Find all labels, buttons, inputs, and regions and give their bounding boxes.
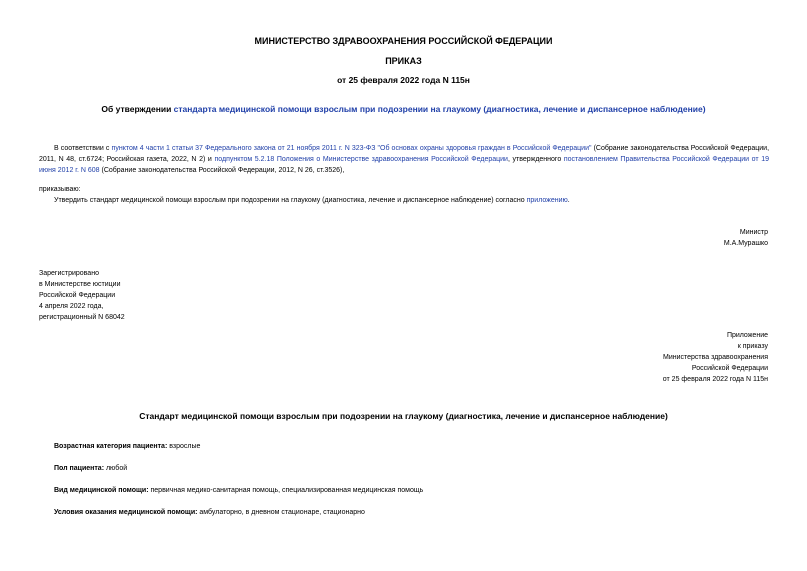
- registration-line: в Министерстве юстиции: [39, 281, 121, 288]
- field-value: любой: [104, 465, 128, 472]
- field-age-category: [54, 441, 200, 452]
- appendix-line: к приказу: [737, 343, 768, 350]
- signature-block: [568, 227, 768, 249]
- preamble-text-2: (Собрание законодательства Российской Федерации, 2011, N 48, ст.6724; Российская газета, 2022, N 2) и: [39, 145, 770, 163]
- field-care-type: [54, 485, 423, 496]
- registration-block: [39, 268, 239, 323]
- preamble-link-law[interactable]: пунктом 4 части 1 статьи 37 Федерального закона от 21 ноября 2011 г. N 323-ФЗ "Об основах охраны здоровья граждан в Российской Федерации": [111, 145, 592, 152]
- preamble-text-3: , утвержденного: [507, 156, 564, 163]
- order-title-link[interactable]: стандарта медицинской помощи взрослым при подозрении на глаукому (диагностика, лечение и диспансерное наблюдение): [173, 104, 706, 114]
- field-label: Условия оказания медицинской помощи:: [54, 509, 198, 516]
- ministry-heading: МИНИСТЕРСТВО ЗДРАВООХРАНЕНИЯ РОССИЙСКОЙ ФЕДЕРАЦИИ: [254, 36, 553, 46]
- field-label: Вид медицинской помощи:: [54, 487, 149, 494]
- preamble-link-regulation[interactable]: подпунктом 5.2.18 Положения о Министерстве здравоохранения Российской Федерации: [214, 156, 508, 163]
- registration-line: Зарегистрировано: [39, 270, 99, 277]
- standard-title: Стандарт медицинской помощи взрослым при подозрении на глаукому (диагностика, лечение и диспансерное наблюдение): [139, 411, 668, 421]
- field-value: амбулаторно, в дневном стационаре, стационарно: [197, 509, 365, 516]
- signature-position: Министр: [739, 229, 768, 236]
- order-text: Утвердить стандарт медицинской помощи взрослым при подозрении на глаукому (диагностика, лечение и диспансерное наблюдение) согласно: [54, 197, 527, 204]
- doc-type-heading: ПРИКАЗ: [385, 56, 422, 66]
- field-label: Возрастная категория пациента:: [54, 443, 168, 450]
- order-paragraph: [54, 195, 769, 206]
- order-title-prefix: Об утверждении: [101, 104, 174, 114]
- order-label: приказываю:: [39, 186, 81, 193]
- appendix-line: Российской Федерации: [691, 365, 768, 372]
- field-value: первичная медико-санитарная помощь, специализированная медицинская помощь: [148, 487, 424, 494]
- order-title: [0, 104, 807, 114]
- appendix-line: Приложение: [726, 332, 768, 339]
- appendix-block: [518, 330, 768, 385]
- field-value: взрослые: [167, 443, 201, 450]
- appendix-line: Министерства здравоохранения: [663, 354, 768, 361]
- appendix-link[interactable]: приложению: [526, 197, 568, 204]
- preamble-paragraph: [39, 143, 769, 176]
- field-label: Пол пациента:: [54, 465, 105, 472]
- field-sex: [54, 463, 127, 474]
- appendix-line: от 25 февраля 2022 года N 115н: [662, 376, 768, 383]
- registration-line: регистрационный N 68042: [39, 314, 125, 321]
- order-end: .: [567, 197, 570, 204]
- preamble-text-4: (Собрание законодательства Российской Федерации, 2012, N 26, ст.3526),: [99, 167, 345, 174]
- order-date-number: от 25 февраля 2022 года N 115н: [337, 75, 470, 85]
- registration-line: Российской Федерации: [39, 292, 116, 299]
- field-care-conditions: [54, 507, 365, 518]
- preamble-text-1: В соответствии с: [54, 145, 112, 152]
- registration-line: 4 апреля 2022 года,: [39, 303, 104, 310]
- preamble-link-resolution[interactable]: постановлением Правительства Российской Федерации от 19 июня 2012 г. N 608: [39, 156, 769, 174]
- signature-name: М.А.Мурашко: [723, 240, 768, 247]
